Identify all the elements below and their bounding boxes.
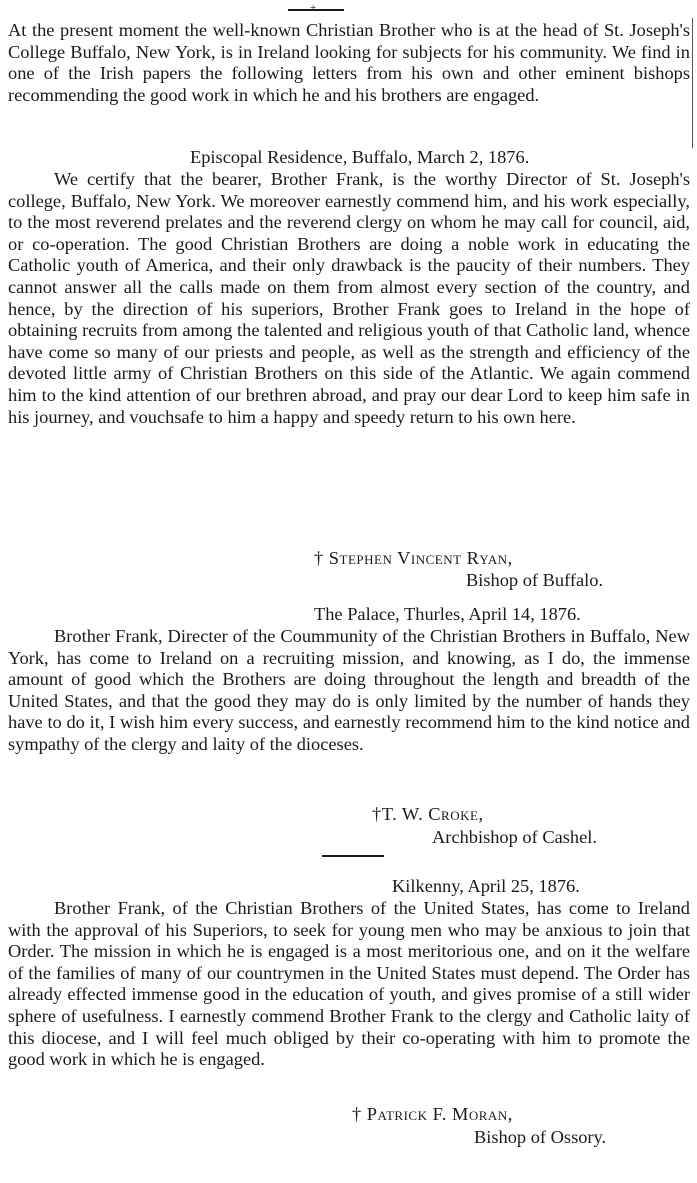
- letter-2-dateline: The Palace, Thurles, April 14, 1876.: [314, 604, 581, 624]
- letter-3-title: Bishop of Ossory.: [474, 1127, 607, 1147]
- letter-2-title: Archbishop of Cashel.: [432, 827, 597, 847]
- letter-1-title: Bishop of Buffalo.: [466, 570, 604, 590]
- letter-1-dateline: Episcopal Residence, Buffalo, March 2, 1876.: [190, 147, 530, 167]
- intro-paragraph: At the present moment the well-known Christian Brother who is at the head of St. Joseph's College Buffalo, New York, is in Ireland looking for subjects for his community. We find in one of the Irish papers the following letters from his own and other eminent bishops recommending the good work in which he and his brothers are engaged.: [8, 20, 690, 105]
- letter-1-body: We certify that the bearer, Brother Frank, is the worthy Director of St. Joseph's college, Buffalo, New York. We moreover earnestly commend him, and his work especially, to the most reverend prelates and the reverend clergy on whom he may call for council, aid, or co-operation. The good Christian Brothers are doing a noble work in educating the Catholic youth of America, and their only drawback is the paucity of their numbers. They cannot answer all the calls made on them from almost every section of the country, and hence, by the direction of his superiors, Brother Frank goes to Ireland in the hope of obtaining recruits from among the talented and religious youth of that Catholic land, whence have come so many of our priests and people, as well as the strength and efficiency of the devoted little army of Christian Brothers on this side of the Atlantic. We again commend him to the kind attention of our brethren abroad, and pray our dear Lord to keep him safe in his journey, and vouchsafe to him a happy and speedy return to his own here.: [8, 169, 690, 427]
- letter-3-signature: † Patrick F. Moran,: [352, 1104, 513, 1124]
- divider-ornament: +: [310, 2, 318, 14]
- middle-divider: [322, 855, 384, 857]
- letter-3-dateline: Kilkenny, April 25, 1876.: [392, 876, 580, 896]
- letter-2-body: Brother Frank, Directer of the Coummunity of the Christian Brothers in Buffalo, New York, has come to Ireland on a recruiting mission, and knowing, as I do, the immense amount of good which the Brothers are doing throughout the length and breadth of the United States, and that the good they may do is only limited by the number of hands they have to do it, I wish him every success, and earnestly recommend him to the kind notice and sympathy of the clergy and laity of the dioceses.: [8, 626, 690, 754]
- letter-1-signature: † Stephen Vincent Ryan,: [314, 548, 513, 568]
- column-rule: [692, 18, 693, 148]
- letter-3-body: Brother Frank, of the Christian Brothers of the United States, has come to Ireland with the approval of his Superiors, to seek for young men who may be anxious to join that Order. The mission in which he is engaged is a most meritorious one, and on it the welfare of the families of many of our countrymen in the United States must depend. The Order has already effected immense good in the education of youth, and gives promise of a still wider sphere of usefulness. I earnestly commend Brother Frank to the clergy and Catholic laity of this diocese, and I will feel much obliged by their co-operating with him to promote the good work in which he is engaged.: [8, 898, 690, 1070]
- letter-2-signature: †T. W. Croke,: [372, 804, 484, 824]
